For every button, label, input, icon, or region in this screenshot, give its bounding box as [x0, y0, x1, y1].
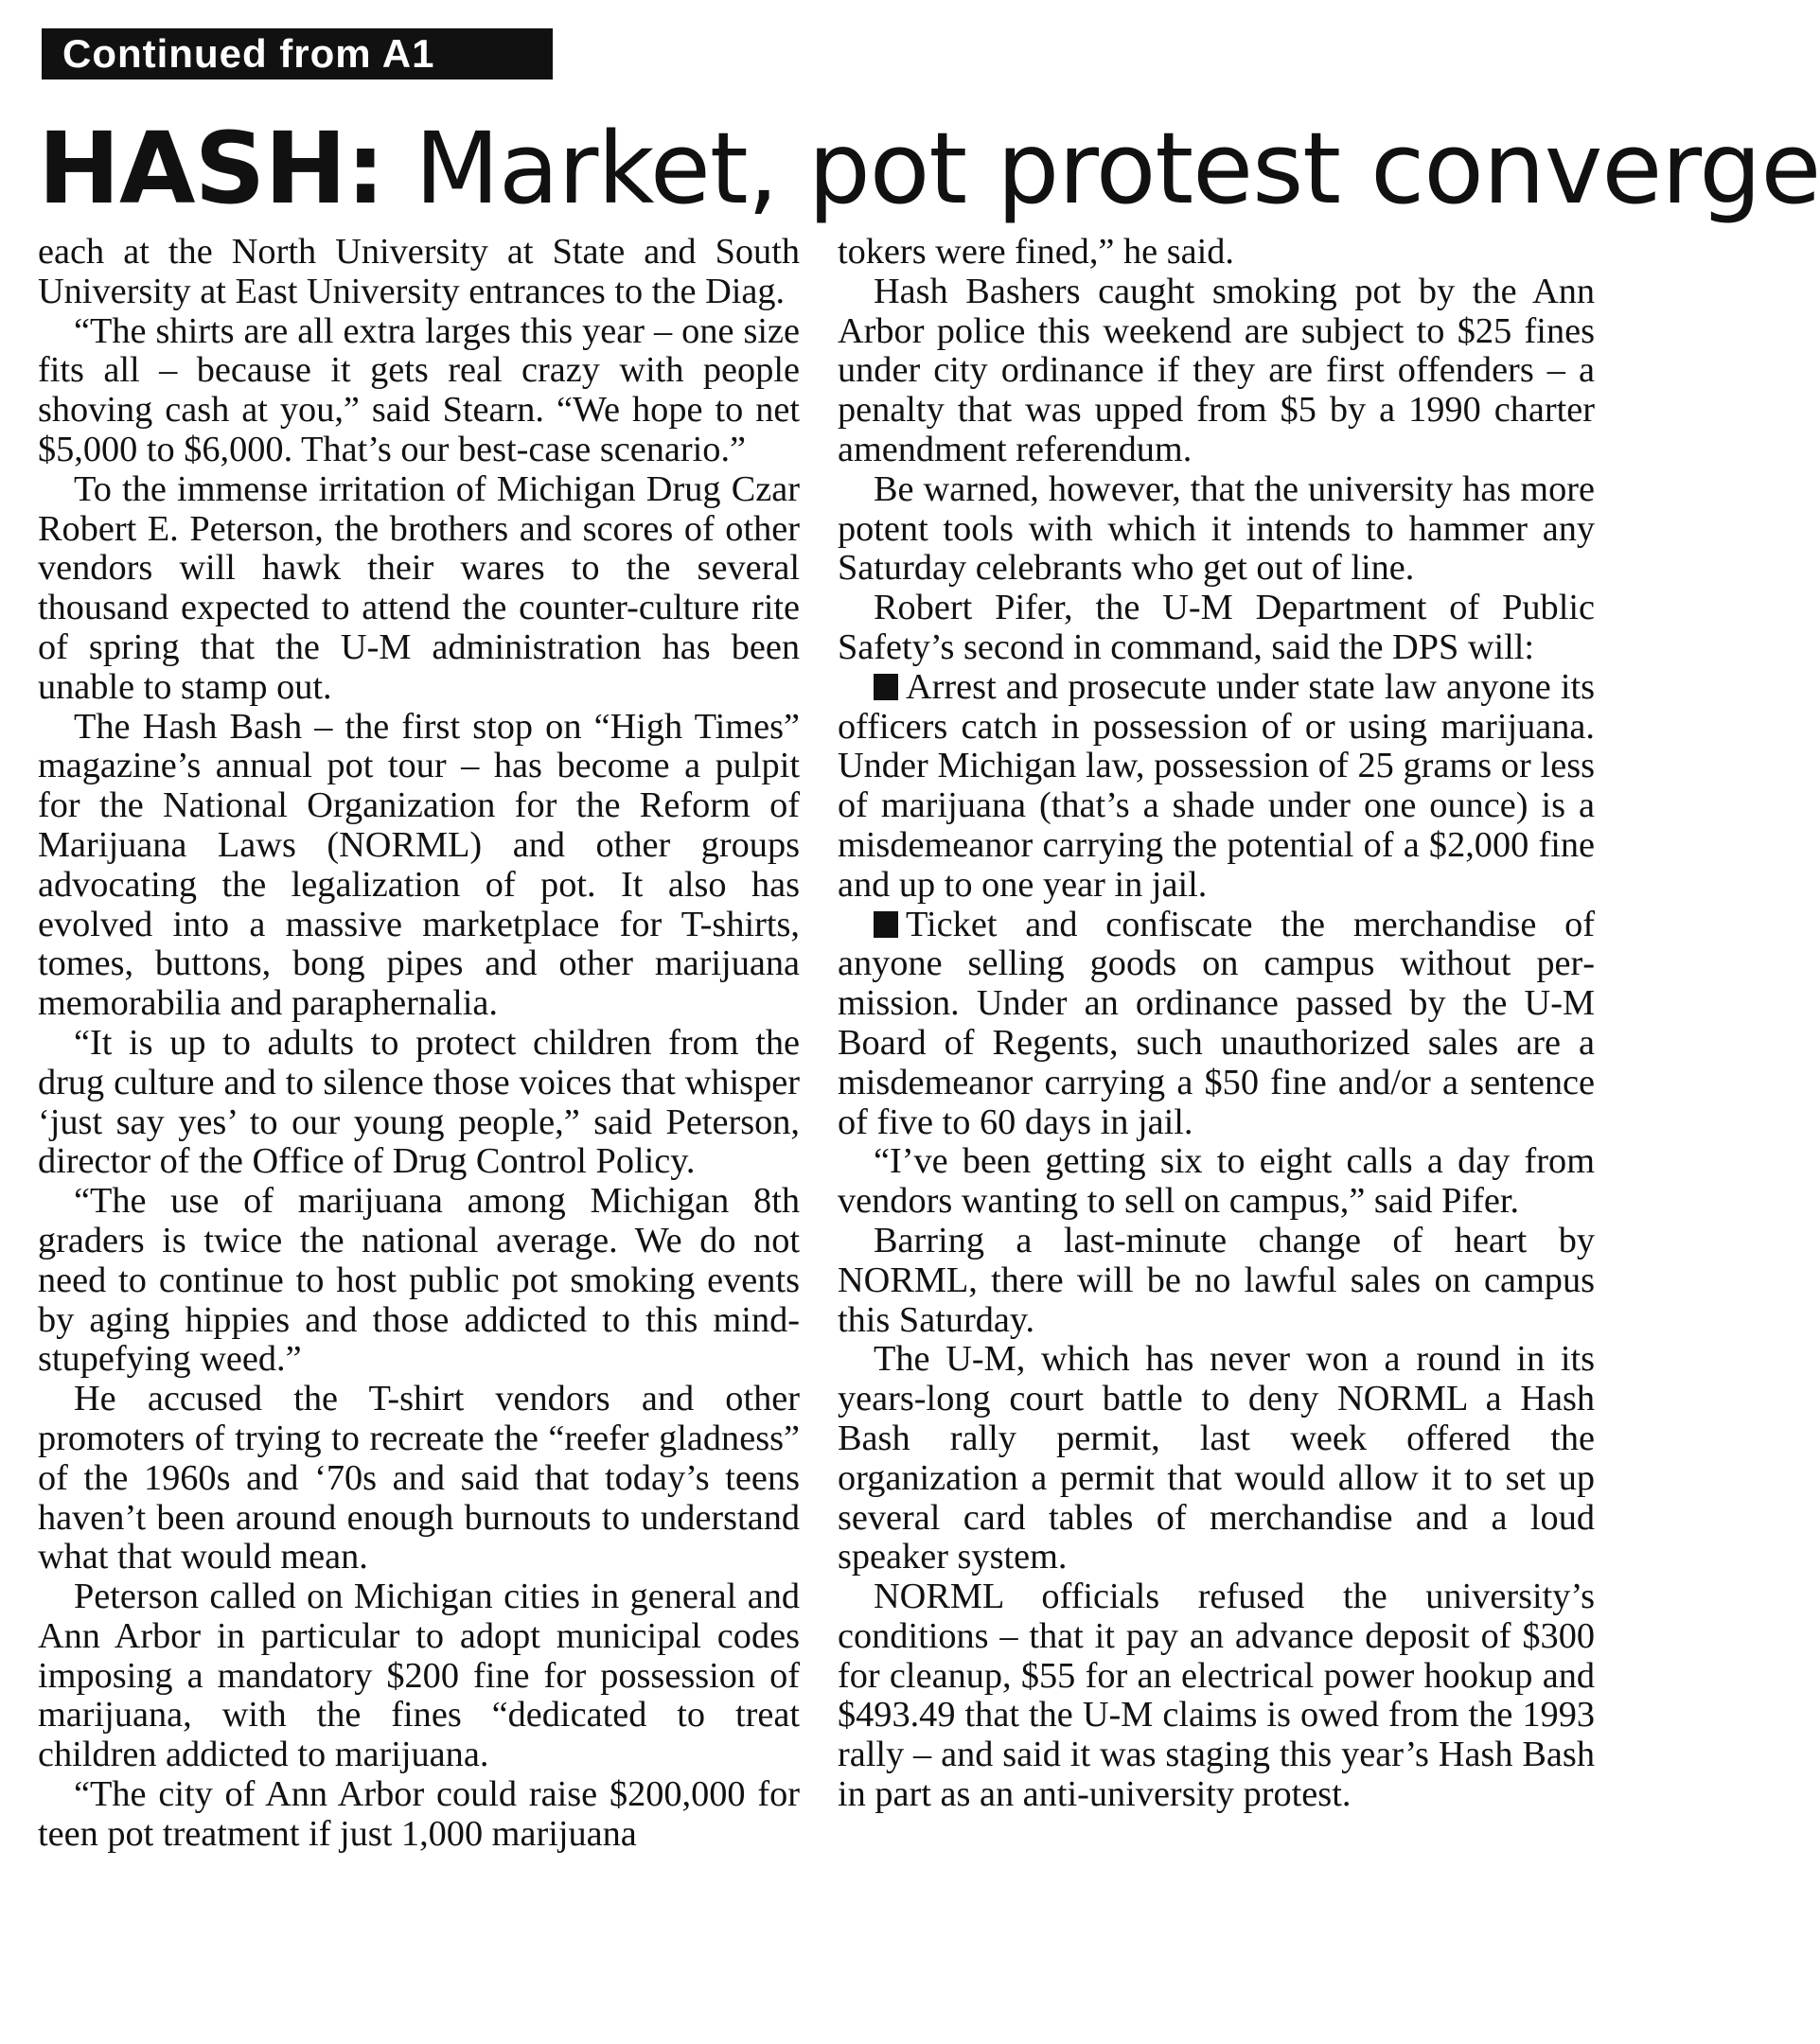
paragraph: To the immense irritation of Michigan Drug Czar Robert E. Peterson, the brothers and scores of other vendors will hawk their wares to the several thousand expected to attend the counter-culture rite of spring that the U-M administration has been unable to stamp out. — [38, 468, 800, 707]
paragraph: Be warned, however, that the university has more potent tools with which it intends to hammer any Saturday celebrants who get out of line. — [838, 468, 1595, 589]
article-column-right — [838, 233, 1595, 2021]
paragraph: each at the North University at State and South University at East University entrances to the Diag. — [38, 232, 800, 311]
paragraph: Hash Bashers caught smoking pot by the Ann Arbor police this weekend are subject to $25 fines under city ordinance if they are first offenders – a penalty that was upped from $5 by a 1990 charter amendment referendum. — [838, 271, 1595, 469]
paragraph: “The shirts are all extra larges this year – one size fits all – because it gets real crazy with people shoving cash at you,” said Stearn. “We hope to net $5,000 to $6,000. That’s our best-case scenario.” — [38, 310, 800, 469]
bullet-text: Ticket and confiscate the merchandise of anyone selling goods on campus without permission. Under an ordinance passed by the U-M Board of Regents, such unauthorized sales are a misdemeanor carrying a $50 fine and/or a sentence of five to 60 days in jail. — [838, 904, 1595, 1142]
paragraph: The U-M, which has never won a round in its years-long court battle to deny NORML a Hash Bash rally permit, last week offered the organization a permit that would allow it to set up several card tables of merchandise and a loud speaker system. — [838, 1339, 1595, 1577]
paragraph: “The use of marijuana among Michigan 8th graders is twice the national average. We do not need to continue to host public pot smoking events by aging hippies and those addicted to this mind-stupefying weed.” — [38, 1181, 800, 1380]
bullet-paragraph — [838, 668, 1595, 906]
paragraph: He accused the T-shirt vendors and other promoters of trying to recreate the “reefer gladness” of the 1960s and ‘70s and said that today’s teens haven’t been around enough burnouts to understand what that would mean. — [38, 1379, 800, 1577]
article-column-left — [38, 233, 800, 2021]
paragraph: tokers were fined,” he said. — [838, 232, 1234, 272]
article-headline — [38, 102, 1820, 235]
bullet-text: Arrest and prosecute under state law anyone its officers catch in possession of or using marijuana. Under Michigan law, possession of 25 grams or less of marijuana (that’s a shade under one ounce) is a misdemeanor carrying the potential of a $2,000 fine and up to one year in jail. — [838, 666, 1595, 905]
headline-label: HASH: — [38, 111, 385, 226]
paragraph: NORML officials refused the university’s conditions – that it pay an advance deposit of $300 for cleanup, $55 for an electrical power hookup and $493.49 that the U-M claims is owed from the 1993 rally – and said it was staging this year’s Hash Bash in part as an anti-university protest. — [838, 1577, 1595, 1815]
paragraph: Barring a last-minute change of heart by NORML, there will be no lawful sales on campus this Saturday. — [838, 1220, 1595, 1340]
square-bullet-icon — [874, 674, 898, 700]
continued-from-banner: Continued from A1 — [42, 28, 553, 79]
paragraph: “It is up to adults to protect children from the drug culture and to silence those voices that whisper ‘just say yes’ to our young people,” said Peterson, director of the Office of Drug Control Policy. — [38, 1022, 800, 1182]
paragraph: “I’ve been getting six to eight calls a day from vendors wanting to sell on campus,” said Pifer. — [838, 1141, 1595, 1222]
paragraph: Peterson called on Michigan cities in general and Ann Arbor in particular to adopt municipal codes imposing a mandatory $200 fine for possession of marijuana, with the fines “dedicated to treat children addicted to marijuana. — [38, 1577, 800, 1775]
square-bullet-icon — [874, 911, 898, 938]
paragraph: The Hash Bash – the first stop on “High Times” magazine’s annual pot tour – has become a pulpit for the National Organization for the Reform of Marijuana Laws (NORML) and other groups advocating the legalization of pot. It also has evolved into a massive marketplace for T-shirts, tomes, buttons, bong pipes and other marijuana memorabilia and paraphernalia. — [38, 706, 800, 1024]
bullet-paragraph — [838, 906, 1595, 1143]
paragraph: “The city of Ann Arbor could raise $200,000 for teen pot treatment if just 1,000 marijuana — [38, 1774, 800, 1854]
paragraph: Robert Pifer, the U-M Department of Public Safety’s second in command, said the DPS will: — [838, 588, 1595, 667]
headline-title: Market, pot protest converge — [415, 111, 1820, 226]
